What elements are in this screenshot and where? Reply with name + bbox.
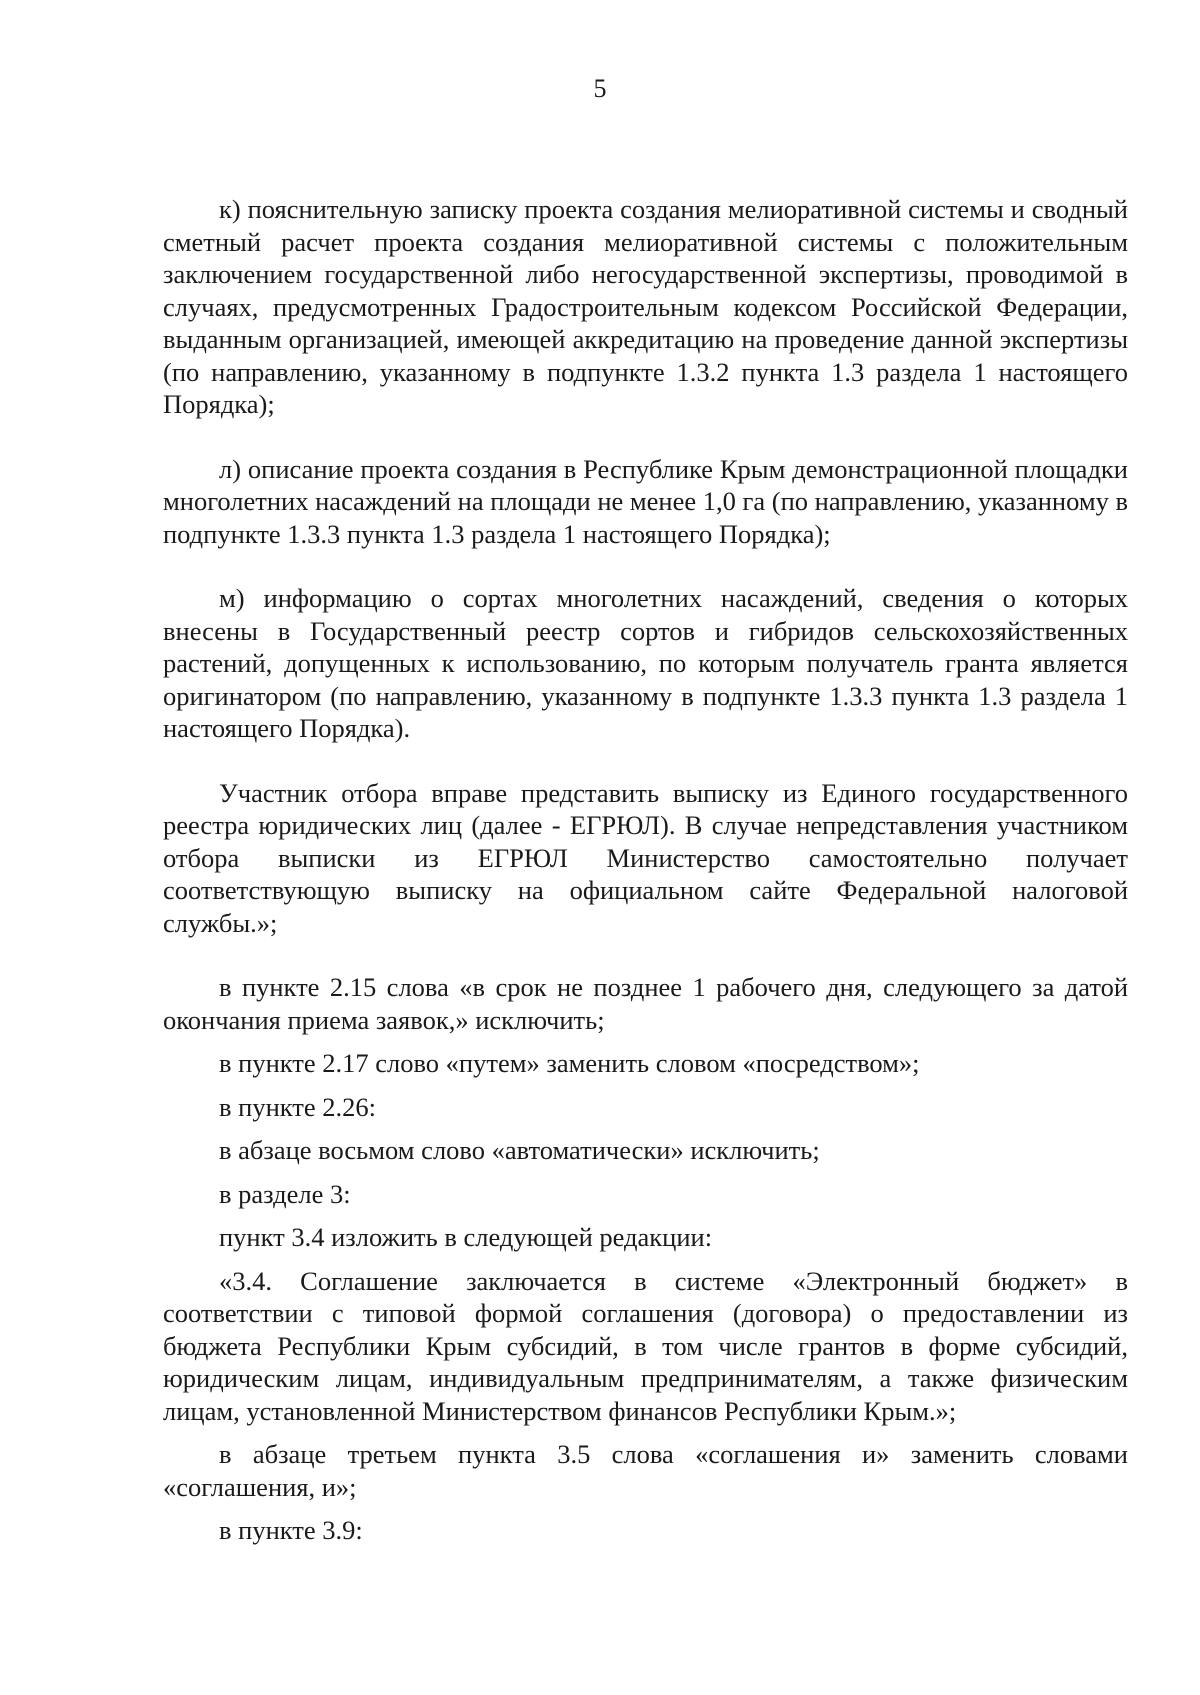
paragraph-point-2-15: в пункте 2.15 слова «в срок не позднее 1 рабочего дня, следующего за датой окончания приема заявок,» исключить; — [163, 972, 1128, 1035]
paragraph-point-2-17: в пункте 2.17 слово «путем» заменить словом «посредством»; — [219, 1048, 920, 1078]
paragraph-point-3-9: в пункте 3.9: — [219, 1515, 363, 1545]
paragraph-k: к) пояснительную записку проекта создания мелиоративной системы и сводный сметный расчет проекта создания мелиоративной системы с положительным заключением государственной либо негосударственной экспертизы, проводимой в случаях, предусмотренных Градостроительным кодексом Российской Федерации, выданным организацией, имеющей аккредитацию на проведение данной экспертизы (по направлению, указанному в подпункте 1.3.2 пункта 1.3 раздела 1 настоящего Порядка); — [163, 194, 1128, 419]
paragraph-egrul: Участник отбора вправе представить выписку из Единого государственного реестра юридических лиц (далее - ЕГРЮЛ). В случае непредставления участником отбора выписки из ЕГРЮЛ Министерство самостоятельно получает соответствующую выписку на официальном сайте Федеральной налоговой службы.»; — [163, 777, 1128, 938]
paragraph-section-3: в разделе 3: — [219, 1178, 351, 1209]
paragraph-point-3-5: в абзаце третьем пункта 3.5 слова «соглашения и» заменить словами «соглашения, и»; — [163, 1439, 1128, 1502]
paragraph-point-3-4-text: «3.4. Соглашение заключается в системе «Электронный бюджет» в соответствии с типовой формой соглашения (договора) о предоставлении из бюджета Республики Крым субсидий, в том числе грантов в форме субсидий, юридическим лицам, индивидуальным предпринимателям, а также физическим лицам, установленной Министерством финансов Республики Крым.»; — [163, 1265, 1128, 1426]
document-body — [163, 193, 1128, 1547]
paragraph-point-3-4-intro: пункт 3.4 изложить в следующей редакции: — [219, 1222, 713, 1252]
paragraph-eighth-clause: в абзаце восьмом слово «автоматически» исключить; — [219, 1135, 820, 1165]
paragraph-l: л) описание проекта создания в Республике Крым демонстрационной площадки многолетних насаждений на площади не менее 1,0 га (по направлению, указанному в подпункте 1.3.3 пункта 1.3 раздела 1 настоящего Порядка); — [163, 453, 1128, 549]
paragraph-m: м) информацию о сортах многолетних насаждений, сведения о которых внесены в Государственный реестр сортов и гибридов сельскохозяйственных растений, допущенных к использованию, по которым получатель гранта является оригинатором (по направлению, указанному в подпункте 1.3.3 пункта 1.3 раздела 1 настоящего Порядка). — [163, 583, 1128, 743]
page-number: 5 — [593, 74, 607, 103]
paragraph-point-2-26: в пункте 2.26: — [219, 1091, 376, 1122]
